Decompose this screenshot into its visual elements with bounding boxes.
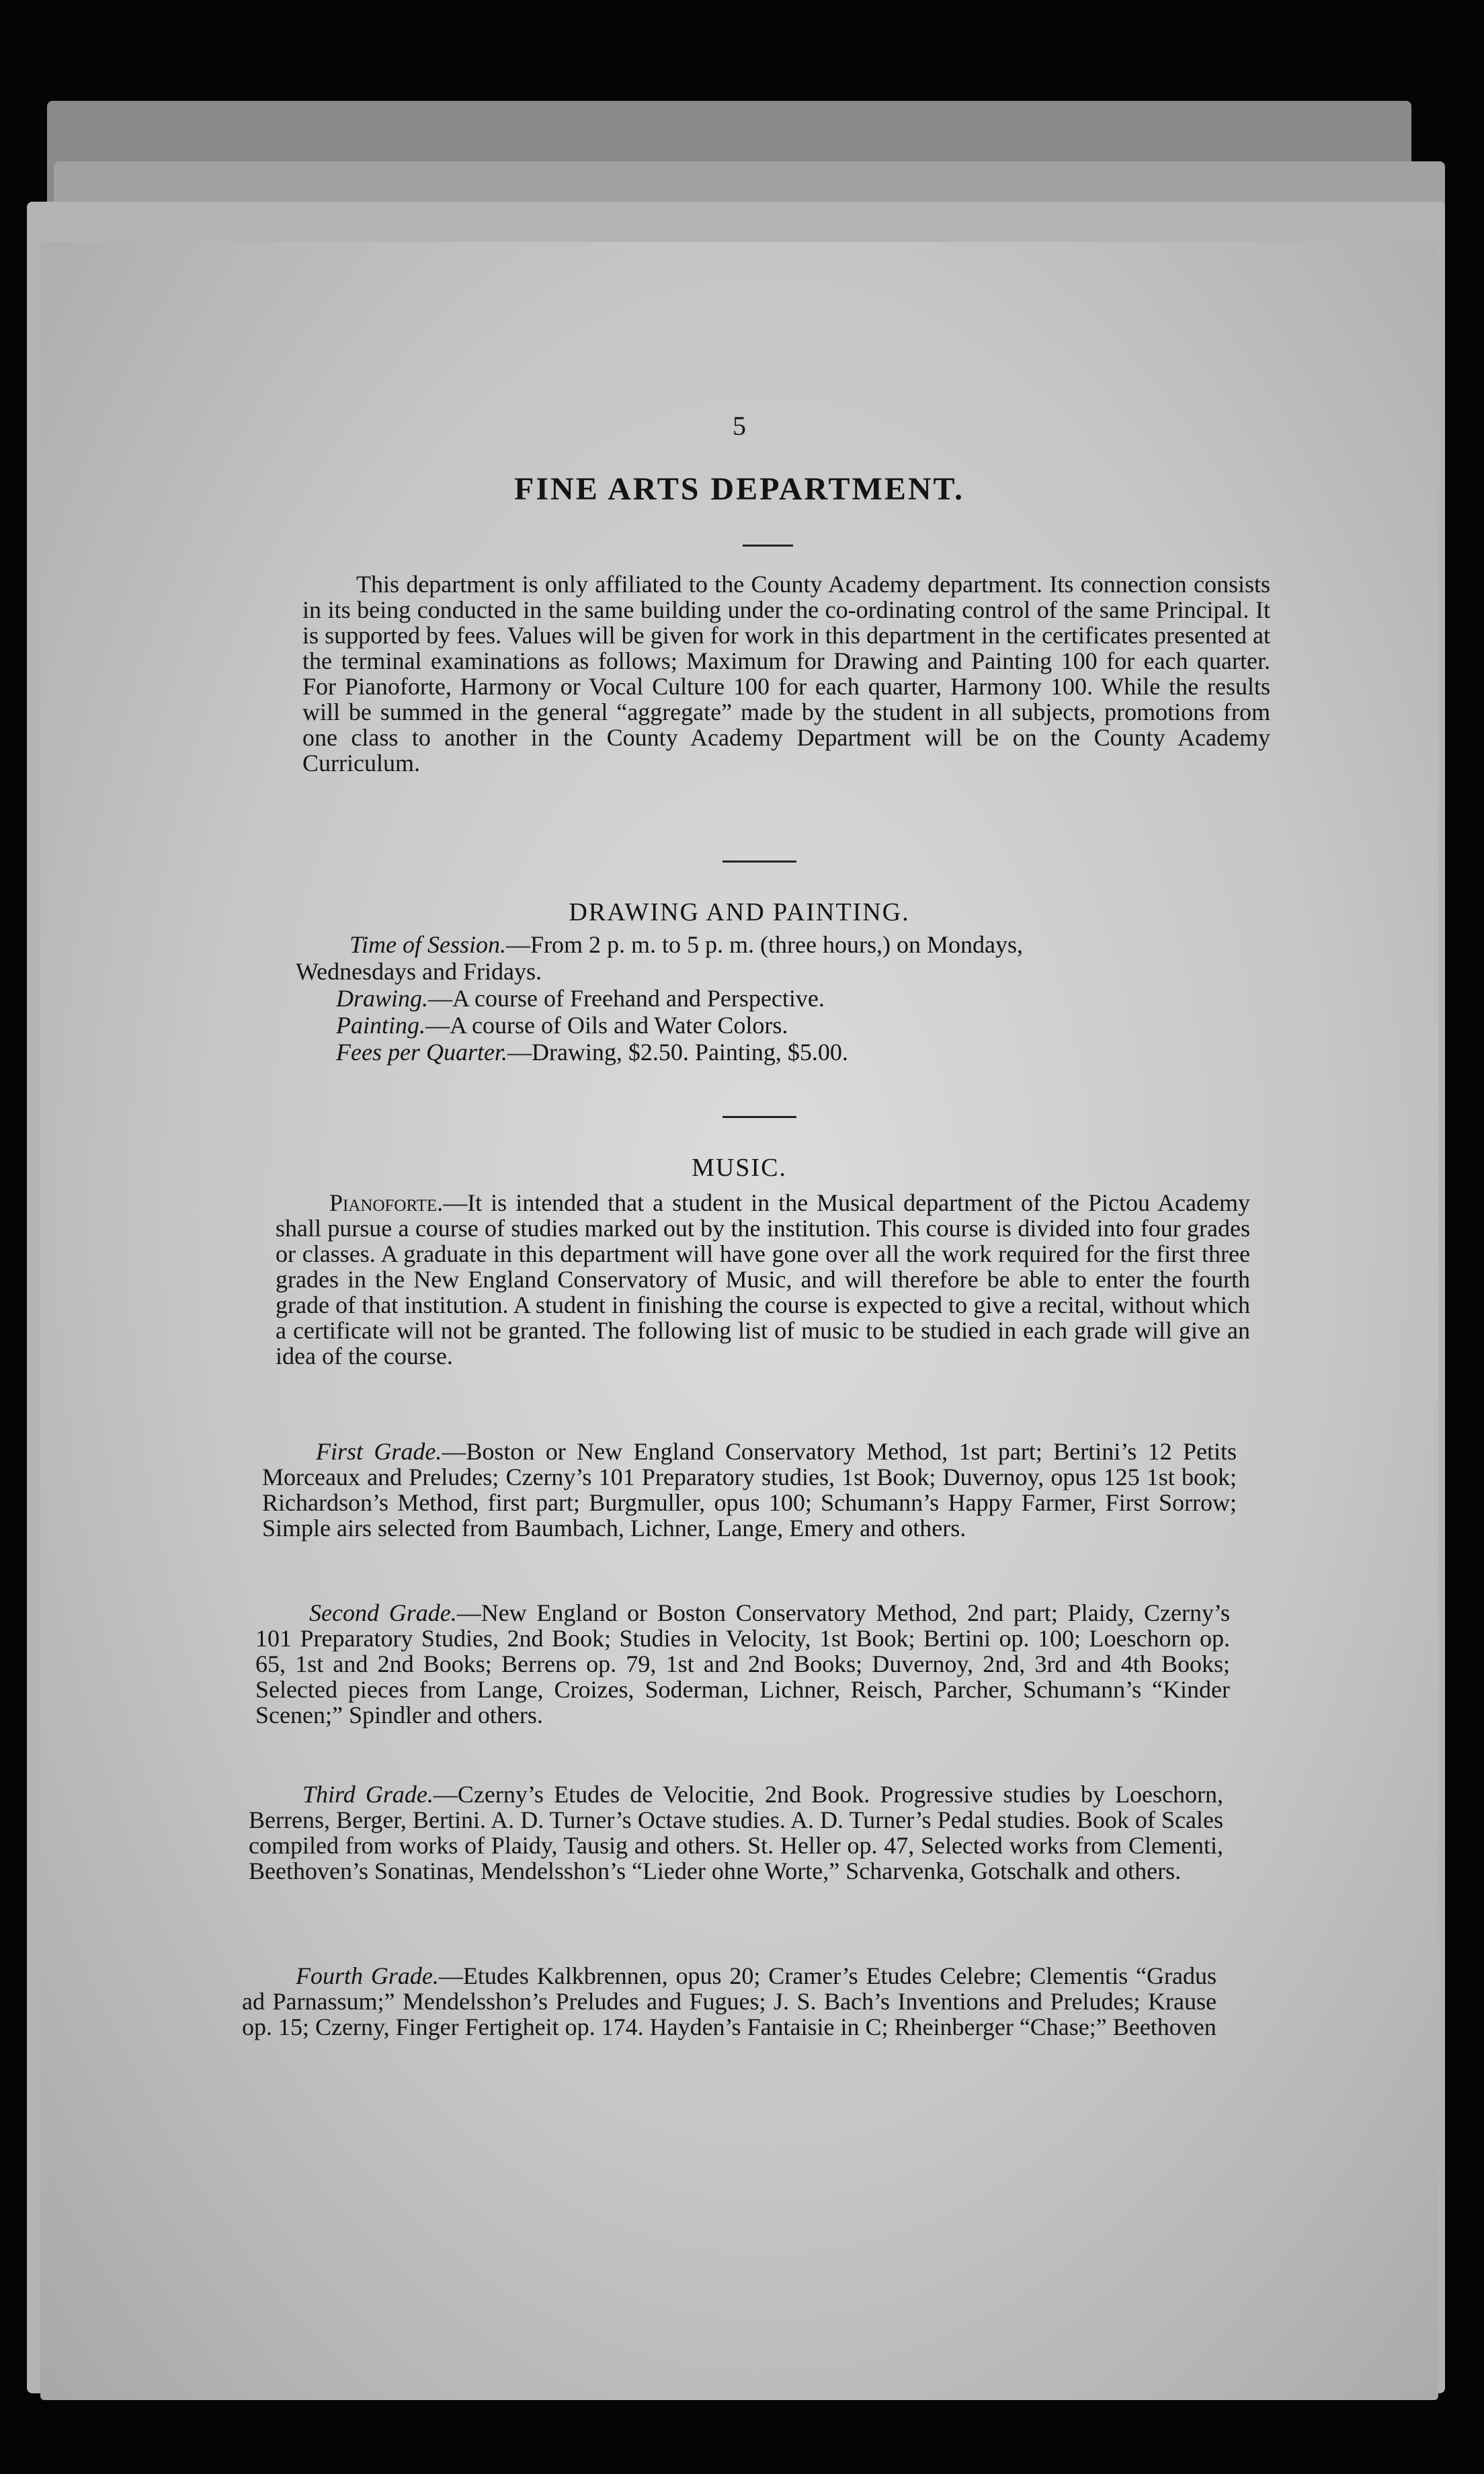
pianoforte-label: Pianoforte. (329, 1189, 444, 1216)
section-rule-1 (723, 861, 796, 863)
second-grade-text: —New England or Boston Conservatory Method, 2nd part; Plaidy, Czerny’s 101 Preparatory Studies, 2nd Book; Studies in Velocity, 1st Book; Bertini op. 100; Loeschorn op. 65, 1st and 2nd Books; Berrens op. 79, 1st and 2nd Books; Duvernoy, 2nd, 3rd and 4th Books; Selected pieces from Lange, Croizes, Soderman, Lichner, Reisch, Parcher, Schumann’s “Kinder Scenen;” Spindler and others. (255, 1599, 1230, 1728)
fees-label: Fees per Quarter. (336, 1039, 507, 1066)
time-text: —From 2 p. m. to 5 p. m. (three hours,) on Mondays, (506, 931, 1023, 958)
fourth-grade-paragraph (242, 1963, 1217, 2040)
document-page (40, 242, 1438, 2400)
first-grade-text: —Boston or New England Conservatory Method, 1st part; Bertini’s 12 Petits Morceaux and Preludes; Czerny’s 101 Preparatory studies, 1st Book; Duvernoy, opus 125 1st book; Richardson’s Method, first part; Burgmuller, opus 100; Schumann’s Happy Farmer, First Sorrow; Simple airs selected from Baumbach, Lichner, Lange, Emery and others. (262, 1438, 1237, 1542)
page-heading: FINE ARTS DEPARTMENT. (514, 471, 964, 507)
drawing-course-line (336, 985, 825, 1012)
fourth-grade-text: —Etudes Kalkbrennen, opus 20; Cramer’s Etudes Celebre; Clementis “Gradus ad Parnassum;” Mendelsshon’s Preludes and Fugues; J. S. Bach’s Inventions and Preludes; Krause op. 15; Czerny, Finger Fertigheit op. 174. Hayden’s Fantaisie in C; Rheinberger “Chase;” Beethoven (242, 1962, 1217, 2040)
fees-line (336, 1039, 848, 1066)
painting-text: —A course of Oils and Water Colors. (425, 1012, 788, 1039)
music-heading: MUSIC. (692, 1154, 787, 1182)
pianoforte-paragraph (276, 1190, 1250, 1369)
intro-paragraph (302, 571, 1270, 776)
fees-text: —Drawing, $2.50. Painting, $5.00. (507, 1039, 848, 1066)
drawing-heading: DRAWING AND PAINTING. (569, 898, 910, 926)
time-label: Time of Session. (349, 931, 507, 958)
drawing-time-line (349, 931, 1023, 958)
painting-course-line (336, 1012, 788, 1039)
painting-label: Painting. (336, 1012, 425, 1039)
first-grade-paragraph (262, 1439, 1237, 1541)
drawing-text: —A course of Freehand and Perspective. (428, 985, 825, 1012)
drawing-label: Drawing. (336, 985, 429, 1012)
third-grade-text: —Czerny’s Etudes de Velocitie, 2nd Book. Progressive studies by Loeschorn, Berrens, Berger, Bertini. A. D. Turner’s Octave studies. A. D. Turner’s Pedal studies. Book of Scales compiled from works of Plaidy, Tausig and others. St. Heller op. 47, Selected works from Clementi, Beethoven’s Sonatinas, Mendelsshon’s “Lieder ohne Worte,” Scharvenka, Gotschalk and others. (249, 1781, 1223, 1884)
third-grade-label: Third Grade. (302, 1781, 434, 1808)
third-grade-paragraph (249, 1782, 1223, 1884)
fourth-grade-label: Fourth Grade. (296, 1962, 439, 1989)
second-grade-paragraph (255, 1600, 1230, 1728)
first-grade-label: First Grade. (316, 1438, 442, 1465)
section-rule-2 (723, 1116, 796, 1118)
second-grade-label: Second Grade. (309, 1599, 457, 1626)
pianoforte-text: —It is intended that a student in the Musical department of the Pictou Academy shall pursue a course of studies marked out by the institution. This course is divided into four grades or classes. A graduate in this department will have gone over all the work required for the first three grades in the New England Conservatory of Music, and will therefore be able to enter the fourth grade of that institution. A student in finishing the course is expected to give a recital, without which a certificate will not be granted. The following list of music to be studied in each grade will give an idea of the course. (276, 1189, 1250, 1369)
intro-text: This department is only affiliated to the County Academy department. Its connection consists in its being conducted in the same building under the co-ordinating control of the same Principal. It is supported by fees. Values will be given for work in this department in the certificates presented at the terminal examinations as follows; Maximum for Drawing and Painting 100 for each quarter. For Pianoforte, Harmony or Vocal Culture 100 for each quarter, Harmony 100. While the results will be summed in the general “aggregate” made by the student in all subjects, promotions from one class to another in the County Academy Department will be on the County Academy Curriculum. (302, 571, 1270, 776)
drawing-time-line-2: Wednesdays and Fridays. (296, 958, 542, 985)
page-number: 5 (733, 411, 746, 441)
heading-rule (743, 545, 793, 547)
